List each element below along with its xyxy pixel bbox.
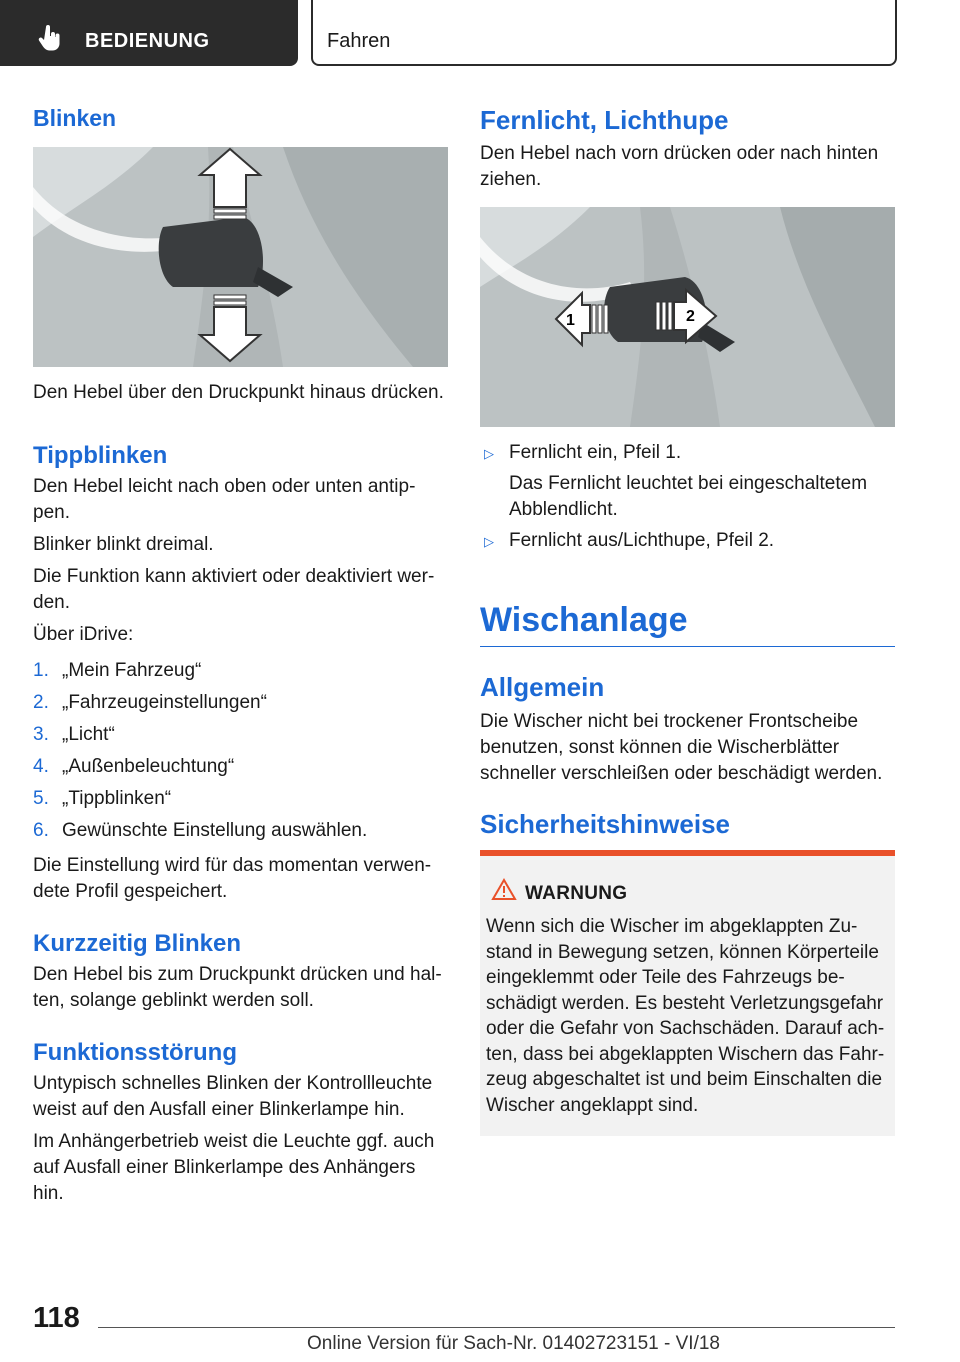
step-text: „Mein Fahrzeug“ — [62, 660, 202, 681]
footer-version-text: Online Version für Sach-Nr. 01402723151 - VI/18 — [307, 1333, 720, 1354]
step-number: 3. — [33, 724, 49, 745]
section-divider — [480, 646, 895, 647]
step-number: 6. — [33, 820, 49, 841]
blinken-text: Den Hebel über den Druckpunkt hinaus drücken. — [33, 382, 444, 403]
turn-signal-lever-figure — [33, 147, 448, 367]
chapter-tab — [311, 0, 897, 66]
funktionsstoerung-p2: Im Anhängerbetrieb weist die Leuchte ggf. auch auf Ausfall einer Blinkerlampe des Anhängers hin. — [33, 1131, 435, 1204]
arrow-2-label: 2 — [686, 308, 695, 325]
step-number: 5. — [33, 788, 49, 809]
blinken-heading: Blinken — [33, 105, 117, 131]
warning-title: WARNUNG — [525, 883, 628, 904]
kurzzeitig-text: Den Hebel bis zum Druckpunkt drücken und halten, solange geblinkt werden soll. — [33, 964, 442, 1011]
warning-text: Wenn sich die Wischer im abgeklappten Zustand in Bewegung setzen, können Körperteile eingeklemmt oder Teile des Fahrzeugs beschädigt werden. Es besteht Verletzungsgefahr oder die Gefahr von Sachschäden. Darauf achten, dass bei abgeklappten Wischern das Fahrzeug abgeschaltet ist und beim Einschalten die Wischer angeklappt sind. — [486, 916, 885, 1116]
high-beam-lever-figure — [480, 207, 895, 427]
fernlicht-text: Den Hebel nach vorn drücken oder nach hinten ziehen. — [480, 143, 879, 190]
list-item — [33, 783, 453, 815]
funktionsstoerung-heading: Funktionsstörung — [33, 1039, 237, 1066]
chapter-label: Fahren — [327, 30, 391, 52]
list-item — [33, 719, 453, 751]
step-number: 1. — [33, 660, 49, 681]
allgemein-heading: Allgemein — [480, 672, 605, 702]
step-number: 2. — [33, 692, 49, 713]
bullet-text: Fernlicht ein, Pfeil 1. — [509, 442, 682, 463]
wischanlage-heading: Wischanlage — [480, 601, 688, 639]
arrow-1-label: 1 — [566, 312, 575, 329]
list-item — [33, 655, 453, 687]
step-text: „Fahrzeugeinstellungen“ — [62, 692, 267, 713]
triangle-bullet-icon: ▷ — [484, 534, 494, 549]
step-text: „Außenbeleuchtung“ — [62, 756, 235, 777]
section-tab — [0, 0, 298, 66]
idrive-steps-list — [33, 655, 453, 847]
warning-triangle-icon — [491, 878, 517, 901]
tippblinken-p2: Blinker blinkt dreimal. — [33, 534, 214, 555]
funktionsstoerung-p1: Untypisch schnelles Blinken der Kontrollleuchte weist auf den Ausfall einer Blinkerlampe hin. — [33, 1073, 433, 1120]
bullet-subtext: Das Fernlicht leuchtet bei eingeschaltetem Abblendlicht. — [509, 473, 868, 520]
fernlicht-bullet-list — [480, 440, 895, 560]
bullet-text: Fernlicht aus/Lichthupe, Pfeil 2. — [509, 530, 775, 551]
section-label: BEDIENUNG — [85, 30, 210, 52]
footer-divider — [98, 1327, 895, 1328]
triangle-bullet-icon: ▷ — [484, 446, 494, 461]
step-text: „Licht“ — [62, 724, 115, 745]
list-item — [33, 687, 453, 719]
list-item — [33, 751, 453, 783]
sicherheitshinweise-heading: Sicherheitshinweise — [480, 809, 730, 839]
allgemein-text: Die Wischer nicht bei trockener Frontscheibe benutzen, sonst können die Wischerblätter schneller verschleißen oder beschädigt werden. — [480, 711, 883, 784]
step-text: Gewünschte Einstellung auswählen. — [62, 820, 368, 841]
tippblinken-p3: Die Funktion kann aktiviert oder deaktiviert werden. — [33, 566, 435, 613]
tippblinken-p5: Die Einstellung wird für das momentan verwendete Profil gespeichert. — [33, 855, 432, 902]
warning-box — [480, 850, 895, 1136]
fernlicht-heading: Fernlicht, Lichthupe — [480, 105, 729, 135]
hand-pointer-icon — [38, 25, 62, 53]
page-number: 118 — [33, 1302, 80, 1334]
tippblinken-p1: Den Hebel leicht nach oben oder unten antippen. — [33, 476, 416, 523]
step-number: 4. — [33, 756, 49, 777]
step-text: „Tippblinken“ — [62, 788, 172, 809]
list-item — [33, 815, 453, 847]
tippblinken-p4: Über iDrive: — [33, 624, 134, 645]
kurzzeitig-heading: Kurzzeitig Blinken — [33, 930, 242, 957]
tippblinken-heading: Tippblinken — [33, 442, 168, 469]
